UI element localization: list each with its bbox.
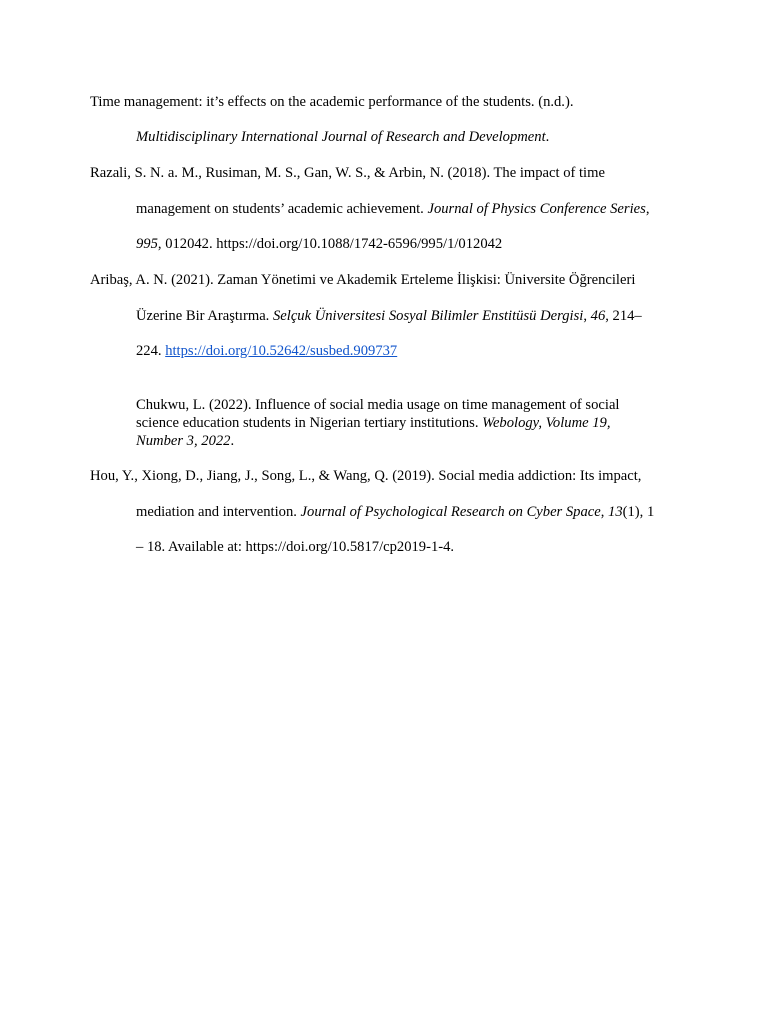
- italic-text: Multidisciplinary International Journal of Research and Development: [136, 129, 546, 145]
- reference-text: .: [545, 129, 550, 145]
- ref1-line2: [136, 128, 549, 146]
- italic-text: 46: [590, 308, 606, 324]
- ref1-line1: [90, 93, 573, 111]
- ref4-line1: [136, 396, 656, 414]
- ref4-line3: [136, 432, 656, 450]
- reference-text: , 012042. https://doi.org/10.1088/1742-6596/995/1/012042: [157, 236, 503, 252]
- ref4-block: [136, 396, 656, 450]
- italic-text: 13: [608, 504, 623, 520]
- reference-text: ,: [600, 504, 609, 520]
- ref3-line1: [90, 271, 635, 289]
- reference-text: Üzerine Bir Araştırma.: [136, 308, 273, 324]
- doi-link[interactable]: https://doi.org/10.52642/susbed.909737: [165, 343, 398, 359]
- reference-text: science education students in Nigerian tertiary institutions.: [136, 415, 483, 431]
- reference-text: – 18. Available at: https://doi.org/10.5817/cp2019-1-4.: [136, 539, 455, 555]
- italic-text: 995: [136, 236, 158, 252]
- ref2-line3: [136, 235, 502, 253]
- reference-text: Aribaş, A. N. (2021). Zaman Yönetimi ve Akademik Erteleme İlişkisi: Üniversite Öğrencileri: [90, 272, 636, 288]
- italic-text: Selçuk Üniversitesi Sosyal Bilimler Enstitüsü Dergisi: [272, 308, 584, 324]
- ref2-line1: [90, 164, 605, 182]
- reference-text: (1), 1: [622, 504, 655, 520]
- reference-text: ,: [583, 308, 591, 324]
- italic-text: Journal of Psychological Research on Cyber Space: [300, 504, 601, 520]
- ref5-line2: [136, 503, 654, 521]
- reference-text: management on students’ academic achievement.: [136, 201, 428, 217]
- italic-text: Journal of Physics Conference Series: [427, 201, 646, 217]
- reference-text: Chukwu, L. (2022). Influence of social media usage on time management of social: [136, 397, 620, 413]
- reference-text: Time management: it’s effects on the academic performance of the students. (n.d.).: [90, 94, 574, 110]
- reference-text: Razali, S. N. a. M., Rusiman, M. S., Gan, W. S., & Arbin, N. (2018). The impact of time: [90, 165, 605, 181]
- ref3-line2: [136, 307, 642, 325]
- ref2-line2: [136, 200, 649, 218]
- ref5-line3: [136, 538, 454, 556]
- italic-text: Webology, Volume 19,: [482, 415, 611, 431]
- reference-text: Hou, Y., Xiong, D., Jiang, J., Song, L., & Wang, Q. (2019). Social media addiction: Its impact,: [90, 468, 642, 484]
- reference-text: .: [230, 433, 235, 449]
- italic-text: Number 3, 2022: [136, 433, 231, 449]
- reference-text: ,: [645, 201, 650, 217]
- ref5-line1: [90, 467, 641, 485]
- reference-text: mediation and intervention.: [136, 504, 301, 520]
- ref4-line2: [136, 414, 656, 432]
- ref3-line3: [136, 342, 397, 360]
- reference-text: 224.: [136, 343, 166, 359]
- reference-text: , 214–: [605, 308, 642, 324]
